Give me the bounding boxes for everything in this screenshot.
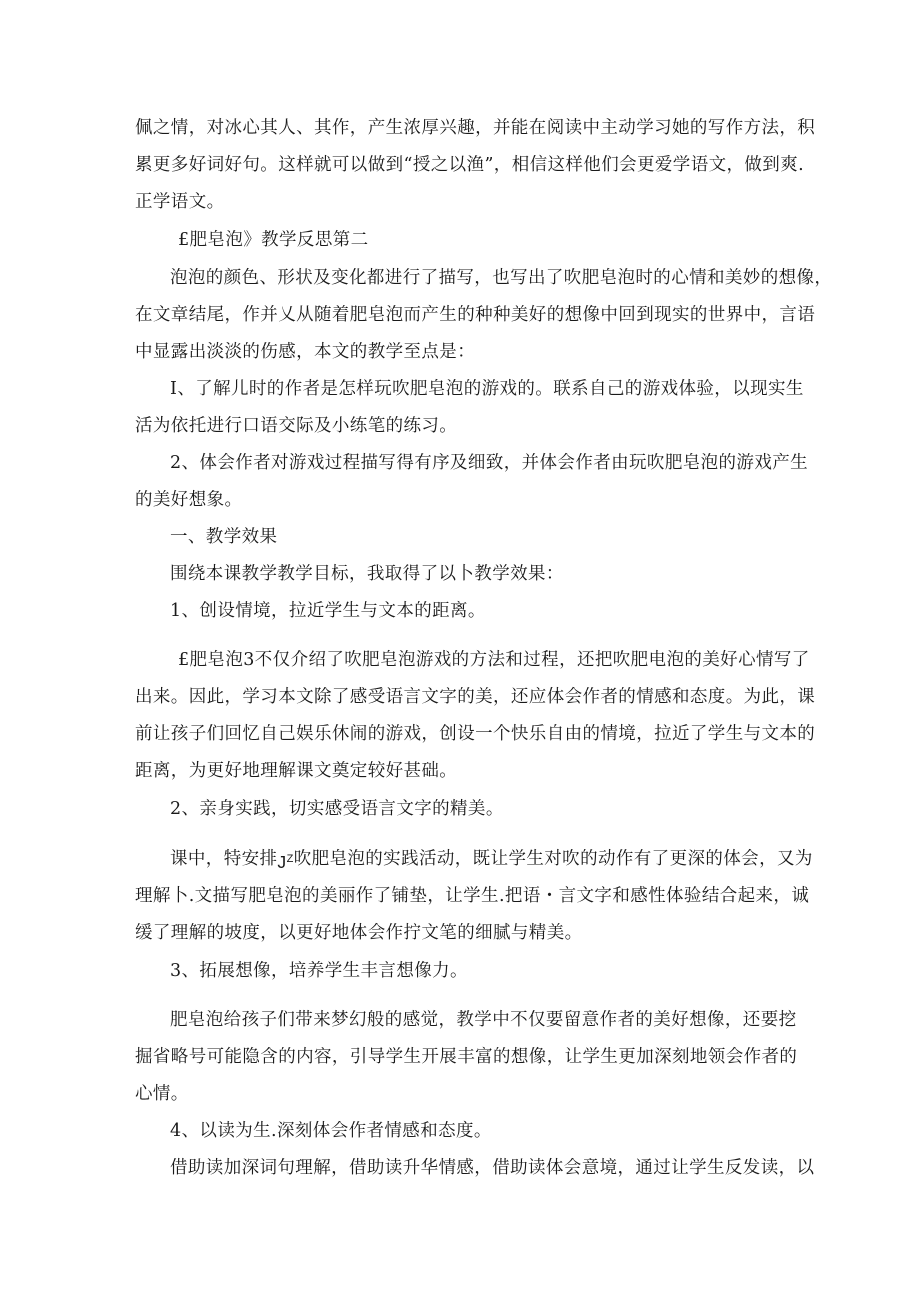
line-text: 佩之情，对冰心其人、其作，产生浓厚兴趣，并能在阅读中主动学习她的写作方法，积 [135, 118, 816, 138]
text-line: 围绕本课教学教学目标，我取得了以卜教学效果： [170, 564, 564, 584]
section-title: £肥皂泡》教学反思第二 [178, 230, 369, 250]
text-line [135, 153, 805, 177]
text-line [170, 377, 804, 401]
section-heading: 一、教学效果 [170, 527, 278, 547]
text-line [135, 722, 816, 746]
text-line [135, 303, 816, 327]
text-line: 距离，为更好地理解课文奠定较好甚础。 [135, 761, 458, 781]
line-text: 吹肥皂泡的实践活动，既让学生对吹的动作有了更深的体会，又为 [293, 849, 813, 869]
line-text: 2、体会作者对游戏过程描写得有序及细致，并体会作者由玩吹肥皂泡的游戏产生 [170, 453, 809, 473]
list-heading: 1、创设情境，拉近学生与文本的距离。 [170, 601, 486, 621]
stray-letter: J [277, 852, 287, 872]
stray-letter: Z [286, 853, 294, 865]
line-text: 出来。因此，学习本文除了感受语言文字的美，还应体会作者的情感和态度。为此，课 [135, 687, 816, 707]
line-text: I、了解儿时的作者是怎样玩吹肥皂泡的游戏的。联系自己的游戏体验，以现实生 [170, 379, 804, 399]
text-line [135, 685, 816, 709]
text-line: 活为依托进行口语交际及小练笔的练习。 [135, 416, 458, 436]
text-line [170, 266, 833, 290]
text-line [170, 1008, 797, 1032]
line-text: 前让孩子们回忆自己娱乐休闹的游戏，创设一个快乐自由的情境，拉近了学生与文本的 [135, 724, 816, 744]
text-line: 正学语文。 [135, 192, 225, 212]
line-text: 理解卜.文描写肥皂泡的美丽作了铺垫，让学生.把语・言文字和感性体验结合起来，诚 [135, 886, 810, 906]
line-text [277, 847, 293, 874]
text-line [170, 1156, 815, 1180]
list-heading: 2、亲身实践，切实感受语言文字的精美。 [170, 799, 504, 819]
text-line [135, 884, 810, 908]
line-text: 课中，特安排 [170, 849, 278, 869]
text-line [135, 116, 816, 140]
text-line: 缓了理解的坡度，以更好地体会作拧文笔的细腻与精美。 [135, 923, 583, 943]
text-line [135, 1045, 798, 1069]
line-text: 泡泡的颜色、形状及变化都进行了描写，也写出了吹肥皂泡时的心情和美妙的想像， [170, 268, 833, 288]
line-text: 累更多好词好句。这样就可以做到“授之以渔”，相信这样他们会更爱学语文，做到爽. [135, 155, 805, 175]
text-line: 的美好想象。 [135, 490, 243, 510]
line-text: 肥皂泡给孩子们带来梦幻般的感觉，教学中不仅要留意作者的美好想像，还要挖 [170, 1010, 797, 1030]
line-text: 在文章结尾，作并乂从随着肥皂泡而产生的种种美好的想像中回到现实的世界中，言语 [135, 305, 816, 325]
text-line [170, 847, 813, 874]
text-line [178, 648, 810, 672]
line-text: 掘省略号可能隐含的内容，引导学生开展丰富的想像，让学生更加深刻地领会作者的 [135, 1047, 798, 1067]
list-heading: 3、拓展想像，培养学生丰言想像力。 [170, 961, 468, 981]
line-text: £肥皂泡3不仅介绍了吹肥皂泡游戏的方法和过程，还把吹肥电泡的美好心情写了 [178, 650, 810, 670]
line-text: 借助读加深词句理解，借助读升华情感，借助读体会意境，通过让学生反发读，以 [170, 1158, 815, 1178]
text-line: 中显露出淡淡的伤感，本文的教学至点是： [135, 342, 476, 362]
text-line: 心情。 [135, 1084, 189, 1104]
list-heading: 4、以读为生.深刻体会作者情感和态度。 [170, 1121, 492, 1141]
text-line [170, 451, 809, 475]
